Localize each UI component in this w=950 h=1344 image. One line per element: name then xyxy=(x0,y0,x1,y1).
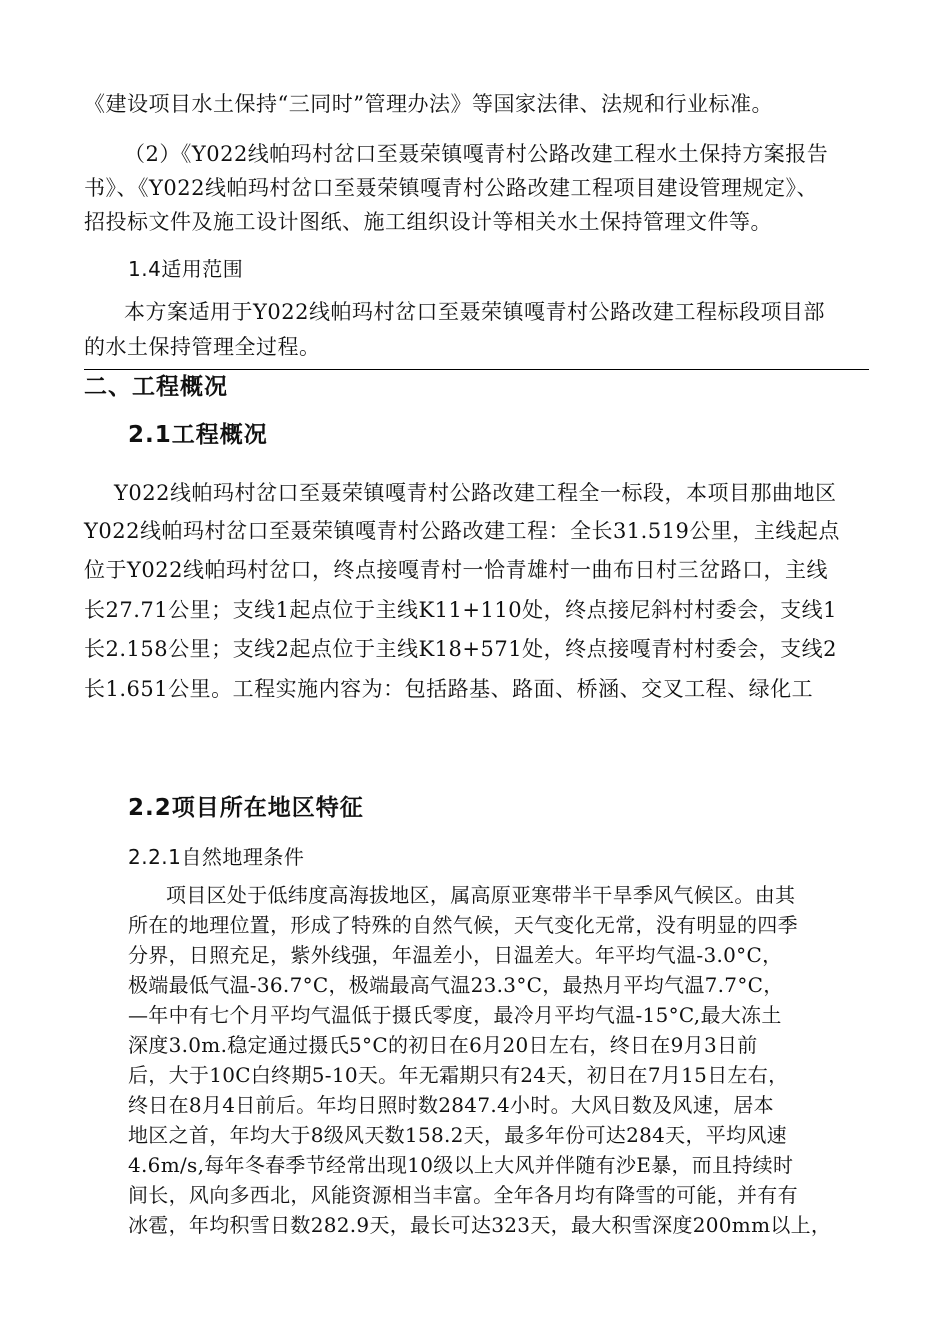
region-features-heading: 2.2项目所在地区特征 xyxy=(128,795,364,821)
scope-line-1: 本方案适用于Y022线帕玛村岔口至聂荣镇嘎青村公路改建工程标段项目部 xyxy=(124,300,825,324)
item-2-line-1: （2）《Y022线帕玛村岔口至聂荣镇嘎青村公路改建工程水土保持方案报告 xyxy=(124,142,829,166)
natural-line-4: 极端最低气温-36.7°C，极端最高气温23.3°C，最热月平均气温7.7°C， xyxy=(128,973,784,997)
natural-line-1: 项目区处于低纬度高海拔地区，属高原亚寒带半干旱季风气候区。由其 xyxy=(166,883,796,907)
scope-heading: 1.4适用范围 xyxy=(128,257,244,281)
section-divider xyxy=(84,369,869,370)
item-2-line-3: 招投标文件及施工设计图纸、施工组织设计等相关水土保持管理文件等。 xyxy=(84,210,772,234)
scope-line-2: 的水土保持管理全过程。 xyxy=(84,335,321,359)
natural-line-12: 冰雹，年均积雪日数282.9天，最长可达323天，最大积雪深度200mm以上， xyxy=(128,1213,832,1237)
section-2-heading: 二、工程概况 xyxy=(84,374,228,400)
natural-line-5: —年中有七个月平均气温低于摄氏零度，最冷月平均气温-15°C,最大冻土 xyxy=(128,1003,782,1027)
natural-line-11: 间长，风向多西北，风能资源相当丰富。全年各月均有降雪的可能，并有有 xyxy=(128,1183,798,1207)
natural-line-7: 后，大于10C白终期5-10天。年无霜期只有24天，初日在7月15日左右， xyxy=(128,1063,789,1087)
item-2-line-2: 书》、《Y022线帕玛村岔口至聂荣镇嘎青村公路改建工程项目建设管理规定》、 xyxy=(84,176,818,200)
overview-line-1: Y022线帕玛村岔口至聂荣镇嘎青村公路改建工程全一标段，本项目那曲地区 xyxy=(114,481,837,505)
natural-line-9: 地区之首，年均大于8级风天数158.2天，最多年份可达284天，平均风速 xyxy=(128,1123,787,1147)
natural-line-8: 终日在8月4日前后。年均日照时数2847.4小时。大风日数及风速，居本 xyxy=(128,1093,774,1117)
overview-line-5: 长2.158公里；支线2起点位于主线K18+571处，终点接嘎青村村委会，支线2 xyxy=(84,637,837,661)
natural-line-10: 4.6m/s,每年冬春季节经常出现10级以上大风并伴随有沙E暴，而且持续时 xyxy=(128,1153,794,1177)
overview-line-6: 长1.651公里。工程实施内容为：包括路基、路面、桥涵、交叉工程、绿化工 xyxy=(84,677,814,701)
natural-geography-heading: 2.2.1自然地理条件 xyxy=(128,845,305,869)
overview-line-3: 位于Y022线帕玛村岔口，终点接嘎青村一恰青雄村一曲布日村三岔路口，主线 xyxy=(84,558,828,582)
overview-heading: 2.1工程概况 xyxy=(128,422,268,448)
overview-line-2: Y022线帕玛村岔口至聂荣镇嘎青村公路改建工程：全长31.519公里，主线起点 xyxy=(84,519,840,543)
natural-line-3: 分界，日照充足，紫外线强，年温差小，日温差大。年平均气温-3.0°C， xyxy=(128,943,783,967)
natural-line-6: 深度3.0m.稳定通过摄氏5°C的初日在6月20日左右，终日在9月3日前 xyxy=(128,1033,758,1057)
natural-line-2: 所在的地理位置，形成了特殊的自然气候，天气变化无常，没有明显的四季 xyxy=(128,913,798,937)
overview-line-4: 长27.71公里；支线1起点位于主线K11+110处，终点接尼斜村村委会，支线1 xyxy=(84,598,837,622)
law-reference-line: 《建设项目水土保持“三同时”管理办法》等国家法律、法规和行业标准。 xyxy=(84,92,773,116)
